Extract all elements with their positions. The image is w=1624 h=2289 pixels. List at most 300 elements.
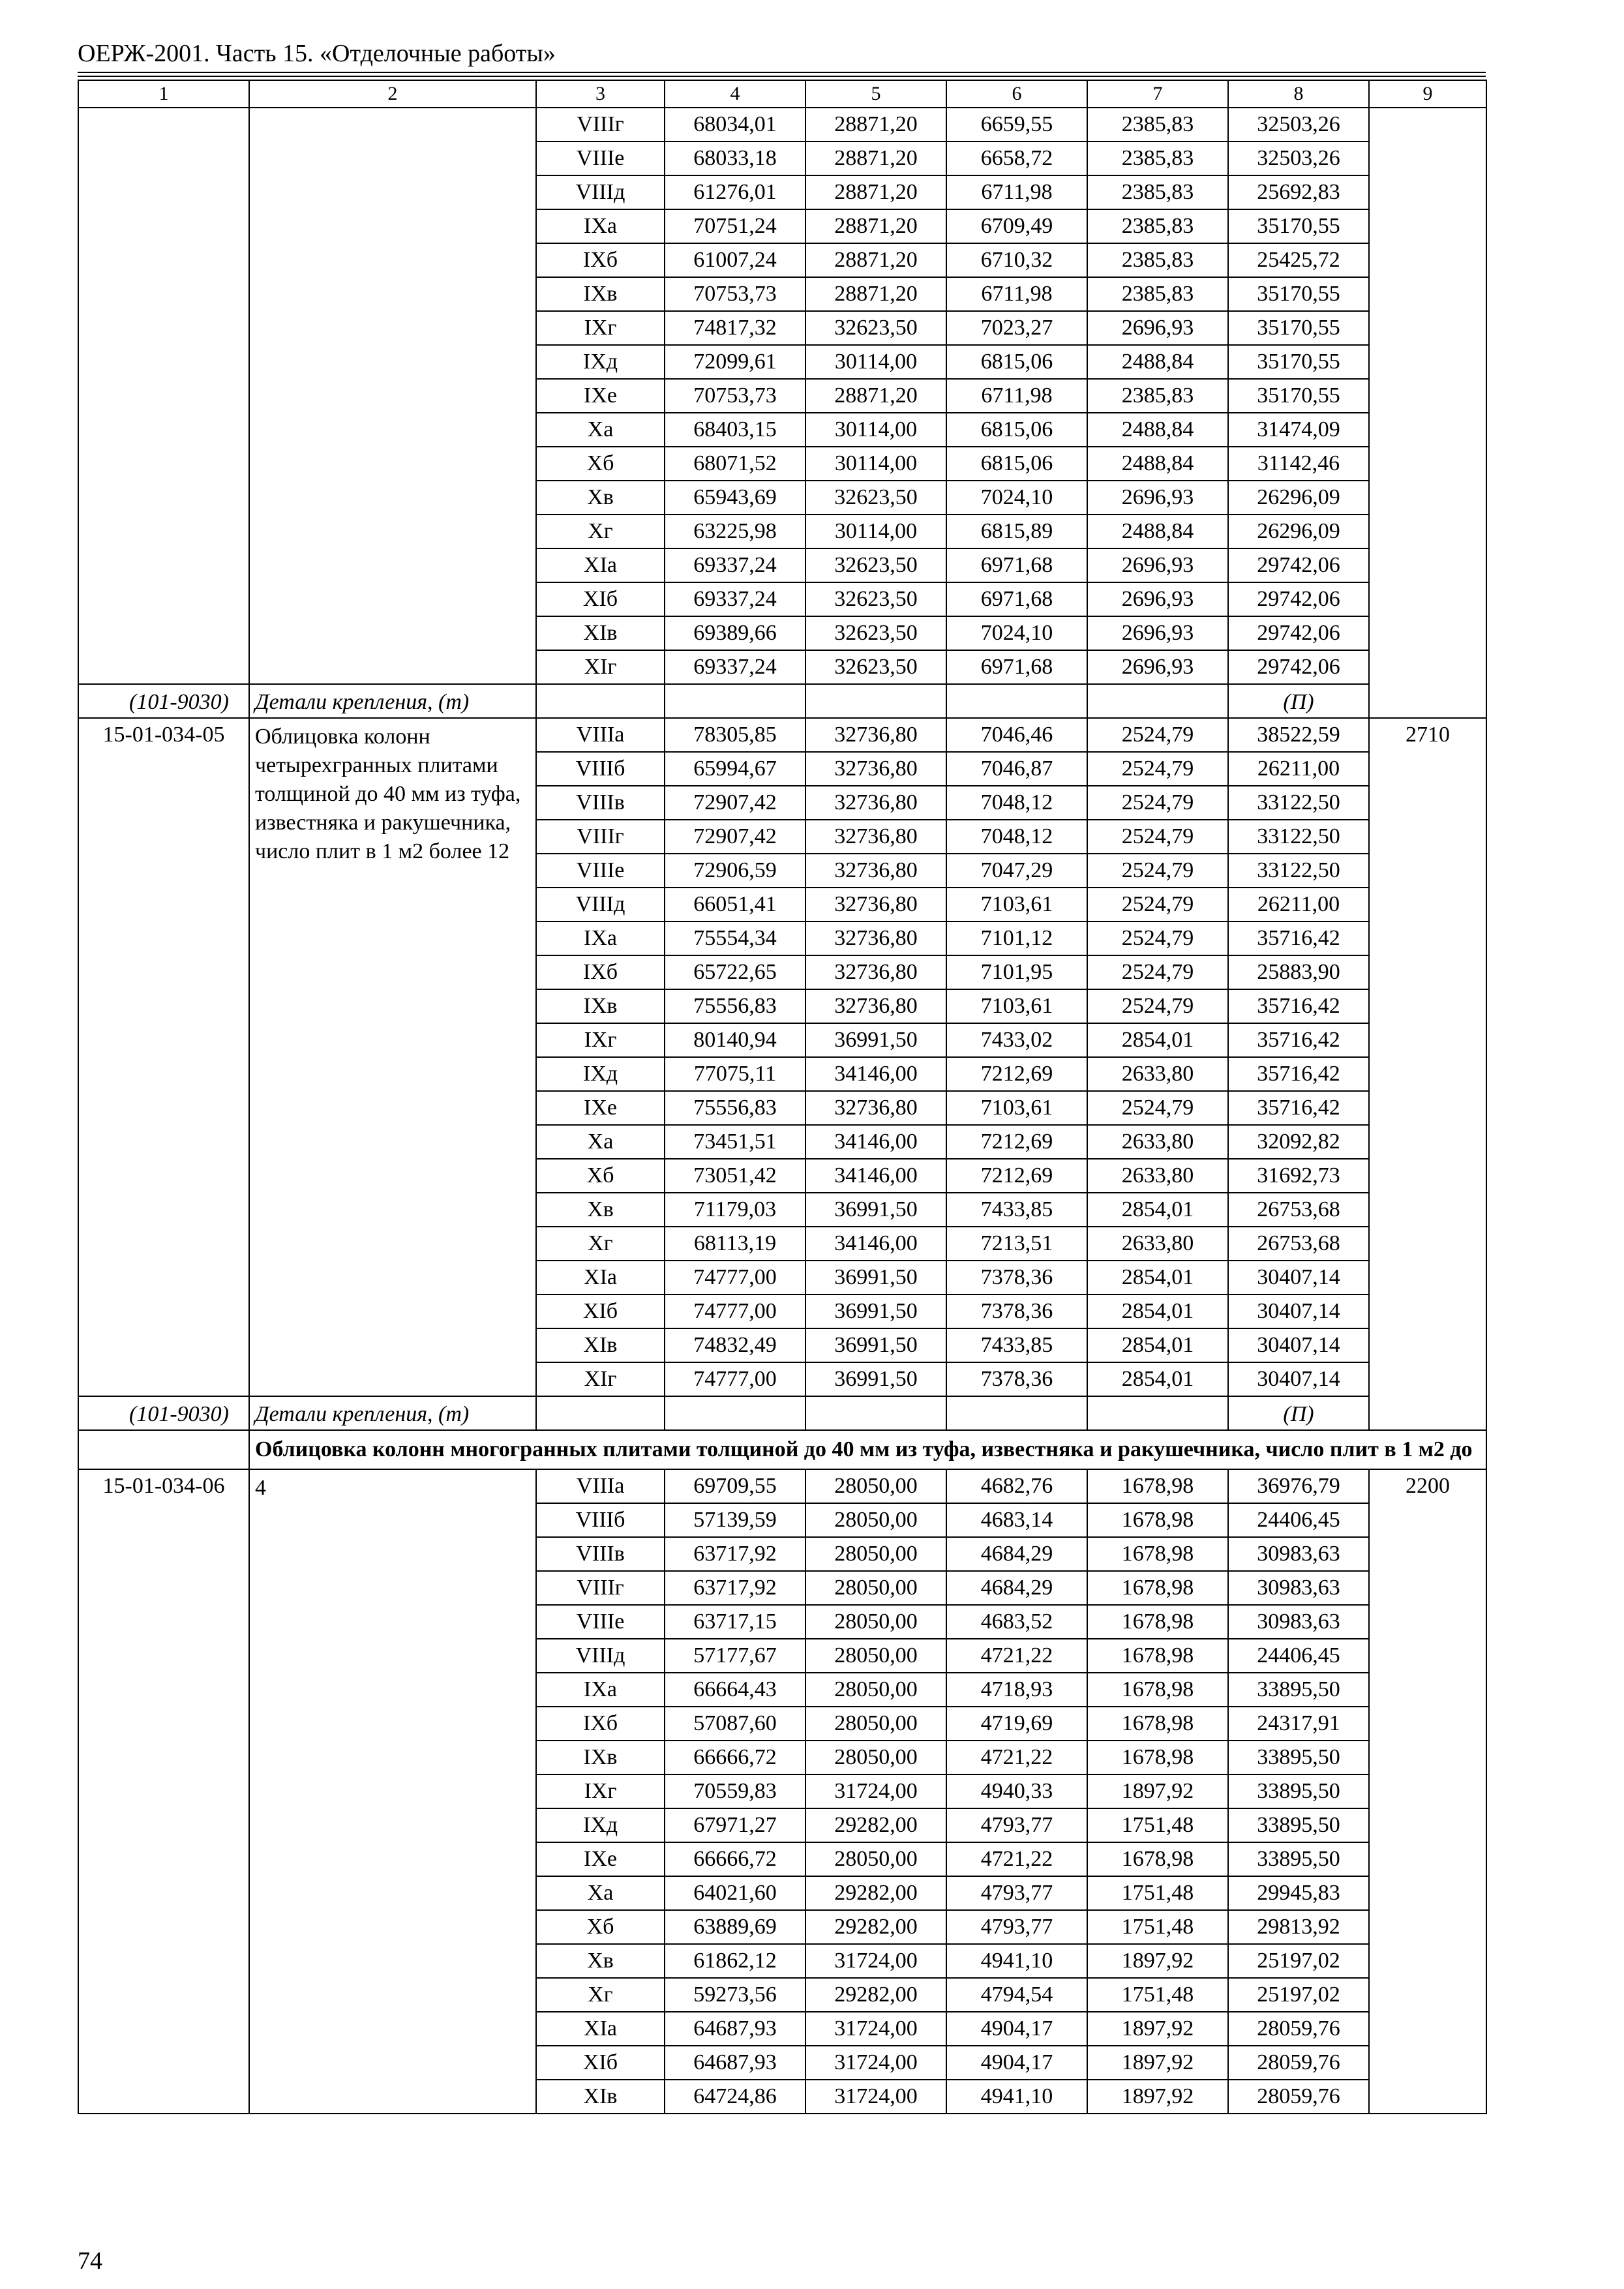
wage-cell: 31724,00 [805, 1944, 946, 1978]
material-cost-cell: 31692,73 [1228, 1159, 1369, 1193]
empty-cell [1087, 1396, 1228, 1430]
material-cost-cell: 35170,55 [1228, 345, 1369, 379]
total-cost-cell: 73051,42 [665, 1159, 805, 1193]
total-cost-cell: 74777,00 [665, 1261, 805, 1294]
total-cost-cell: 65943,69 [665, 481, 805, 515]
material-cost-cell: 35716,42 [1228, 1057, 1369, 1091]
column-number: 4 [665, 80, 805, 108]
material-cost-cell: 32503,26 [1228, 108, 1369, 142]
material-cost-cell: 33122,50 [1228, 820, 1369, 854]
zone-cell: Xa [536, 1876, 665, 1910]
zone-cell: IXг [536, 1023, 665, 1057]
zone-cell: XIa [536, 548, 665, 582]
operator-wage-cell: 1897,92 [1087, 1774, 1228, 1808]
operator-wage-cell: 2633,80 [1087, 1159, 1228, 1193]
total-cost-cell: 66664,43 [665, 1673, 805, 1707]
zone-cell: Xб [536, 1159, 665, 1193]
material-cost-cell: 36976,79 [1228, 1469, 1369, 1503]
wage-cell: 32623,50 [805, 311, 946, 345]
wage-cell: 28871,20 [805, 142, 946, 175]
machine-cost-cell: 7433,85 [946, 1328, 1087, 1362]
total-cost-cell: 69337,24 [665, 582, 805, 616]
machine-cost-cell: 6815,06 [946, 413, 1087, 447]
machine-cost-cell: 7378,36 [946, 1362, 1087, 1396]
wage-cell: 28050,00 [805, 1741, 946, 1774]
total-cost-cell: 72907,42 [665, 786, 805, 820]
operator-wage-cell: 1751,48 [1087, 1978, 1228, 2012]
total-cost-cell: 68033,18 [665, 142, 805, 175]
wage-cell: 32623,50 [805, 548, 946, 582]
total-cost-cell: 69337,24 [665, 548, 805, 582]
zone-cell: Xг [536, 1227, 665, 1261]
empty-cell [78, 1430, 249, 1469]
operator-wage-cell: 2696,93 [1087, 311, 1228, 345]
column-number: 6 [946, 80, 1087, 108]
resource-code: (101-9030) [78, 684, 249, 718]
wage-cell: 32736,80 [805, 752, 946, 786]
zone-cell: IXд [536, 1808, 665, 1842]
machine-cost-cell: 7212,69 [946, 1057, 1087, 1091]
machine-cost-cell: 6971,68 [946, 650, 1087, 684]
operator-wage-cell: 2696,93 [1087, 582, 1228, 616]
wage-cell: 31724,00 [805, 2012, 946, 2046]
zone-cell: IXв [536, 1741, 665, 1774]
material-cost-cell: 25425,72 [1228, 243, 1369, 277]
zone-cell: XIв [536, 616, 665, 650]
machine-cost-cell: 4718,93 [946, 1673, 1087, 1707]
wage-cell: 34146,00 [805, 1227, 946, 1261]
machine-cost-cell: 7212,69 [946, 1125, 1087, 1159]
operator-wage-cell: 2633,80 [1087, 1227, 1228, 1261]
total-cost-cell: 68403,15 [665, 413, 805, 447]
zone-cell: IXг [536, 1774, 665, 1808]
zone-cell: VIIIе [536, 142, 665, 175]
material-cost-cell: 29742,06 [1228, 548, 1369, 582]
machine-cost-cell: 6709,49 [946, 209, 1087, 243]
machine-cost-cell: 7103,61 [946, 1091, 1087, 1125]
operator-wage-cell: 2854,01 [1087, 1294, 1228, 1328]
material-cost-cell: 29813,92 [1228, 1910, 1369, 1944]
zone-cell: IXе [536, 1091, 665, 1125]
material-cost-cell: 30983,63 [1228, 1605, 1369, 1639]
machine-cost-cell: 7024,10 [946, 481, 1087, 515]
total-cost-cell: 69709,55 [665, 1469, 805, 1503]
page-header: ОЕРЖ-2001. Часть 15. «Отделочные работы» [78, 40, 556, 67]
machine-cost-cell: 4682,76 [946, 1469, 1087, 1503]
machine-cost-cell: 4683,52 [946, 1605, 1087, 1639]
work-description: Облицовка колонн четырехгранных плитами толщиной до 40 мм из туфа, известняка и ракушечника, число плит в 1 м2 более 12 [249, 718, 536, 1396]
machine-cost-cell: 7101,12 [946, 921, 1087, 955]
wage-cell: 28050,00 [805, 1673, 946, 1707]
zone-cell: XIг [536, 1362, 665, 1396]
zone-cell: Xб [536, 447, 665, 481]
wage-cell: 36991,50 [805, 1328, 946, 1362]
operator-wage-cell: 1897,92 [1087, 2046, 1228, 2080]
zone-cell: VIIIб [536, 1503, 665, 1537]
operator-wage-cell: 2524,79 [1087, 1091, 1228, 1125]
wage-cell: 31724,00 [805, 1774, 946, 1808]
material-cost-cell: 35716,42 [1228, 1023, 1369, 1057]
work-description: 4 [249, 1469, 536, 2114]
fasteners-row [78, 684, 1486, 718]
empty-cell [536, 684, 665, 718]
zone-cell: IXе [536, 1842, 665, 1876]
material-cost-cell: 35170,55 [1228, 311, 1369, 345]
total-cost-cell: 70751,24 [665, 209, 805, 243]
material-cost-cell: 29742,06 [1228, 616, 1369, 650]
zone-cell: Xв [536, 1193, 665, 1227]
wage-cell: 36991,50 [805, 1193, 946, 1227]
wage-cell: 32736,80 [805, 888, 946, 921]
labor-cost-cell: 2710 [1369, 718, 1486, 1430]
total-cost-cell: 63889,69 [665, 1910, 805, 1944]
machine-cost-cell: 7103,61 [946, 989, 1087, 1023]
zone-cell: Xб [536, 1910, 665, 1944]
zone-cell: VIIIг [536, 108, 665, 142]
total-cost-cell: 71179,03 [665, 1193, 805, 1227]
machine-cost-cell: 4721,22 [946, 1842, 1087, 1876]
zone-cell: Xг [536, 515, 665, 548]
column-number: 3 [536, 80, 665, 108]
column-number-row [78, 80, 1486, 108]
zone-cell: Xг [536, 1978, 665, 2012]
zone-cell: XIг [536, 650, 665, 684]
zone-cell: VIIIе [536, 854, 665, 888]
wage-cell: 32736,80 [805, 820, 946, 854]
header-rule-2 [78, 76, 1486, 77]
machine-cost-cell: 7378,36 [946, 1261, 1087, 1294]
zone-cell: IXд [536, 1057, 665, 1091]
machine-cost-cell: 4941,10 [946, 1944, 1087, 1978]
wage-cell: 28050,00 [805, 1639, 946, 1673]
machine-cost-cell: 6659,55 [946, 108, 1087, 142]
wage-cell: 28050,00 [805, 1571, 946, 1605]
wage-cell: 32736,80 [805, 854, 946, 888]
total-cost-cell: 70559,83 [665, 1774, 805, 1808]
machine-cost-cell: 4793,77 [946, 1808, 1087, 1842]
machine-cost-cell: 7046,87 [946, 752, 1087, 786]
operator-wage-cell: 2633,80 [1087, 1057, 1228, 1091]
material-cost-cell: 33895,50 [1228, 1774, 1369, 1808]
operator-wage-cell: 2854,01 [1087, 1193, 1228, 1227]
machine-cost-cell: 7047,29 [946, 854, 1087, 888]
machine-cost-cell: 4794,54 [946, 1978, 1087, 2012]
machine-cost-cell: 7433,02 [946, 1023, 1087, 1057]
zone-cell: VIIIд [536, 1639, 665, 1673]
material-cost-cell: 35170,55 [1228, 209, 1369, 243]
wage-cell: 28871,20 [805, 277, 946, 311]
operator-wage-cell: 1678,98 [1087, 1503, 1228, 1537]
section-title-row [78, 1430, 1486, 1469]
wage-cell: 29282,00 [805, 1978, 946, 2012]
machine-cost-cell: 4793,77 [946, 1876, 1087, 1910]
zone-cell: Xa [536, 413, 665, 447]
operator-wage-cell: 2696,93 [1087, 616, 1228, 650]
page-number: 74 [78, 2247, 102, 2275]
machine-cost-cell: 7048,12 [946, 820, 1087, 854]
operator-wage-cell: 2854,01 [1087, 1328, 1228, 1362]
zone-cell: IXa [536, 921, 665, 955]
material-cost-cell: 26753,68 [1228, 1227, 1369, 1261]
wage-cell: 28871,20 [805, 175, 946, 209]
wage-cell: 32736,80 [805, 718, 946, 752]
wage-cell: 28050,00 [805, 1469, 946, 1503]
machine-cost-cell: 6815,89 [946, 515, 1087, 548]
zone-cell: IXб [536, 955, 665, 989]
operator-wage-cell: 2524,79 [1087, 752, 1228, 786]
wage-cell: 30114,00 [805, 447, 946, 481]
wage-cell: 28871,20 [805, 108, 946, 142]
rate-code: 15-01-034-05 [78, 718, 249, 1396]
total-cost-cell: 75554,34 [665, 921, 805, 955]
material-cost-cell: 26211,00 [1228, 888, 1369, 921]
wage-cell: 32736,80 [805, 921, 946, 955]
resource-flag: (П) [1228, 684, 1369, 718]
machine-cost-cell: 7024,10 [946, 616, 1087, 650]
wage-cell: 32736,80 [805, 955, 946, 989]
material-cost-cell: 30407,14 [1228, 1362, 1369, 1396]
total-cost-cell: 66051,41 [665, 888, 805, 921]
wage-cell: 36991,50 [805, 1362, 946, 1396]
operator-wage-cell: 2524,79 [1087, 989, 1228, 1023]
empty-cell [1087, 684, 1228, 718]
zone-cell: IXг [536, 311, 665, 345]
total-cost-cell: 68034,01 [665, 108, 805, 142]
empty-cell [946, 1396, 1087, 1430]
wage-cell: 36991,50 [805, 1294, 946, 1328]
machine-cost-cell: 7046,46 [946, 718, 1087, 752]
total-cost-cell: 75556,83 [665, 1091, 805, 1125]
material-cost-cell: 30407,14 [1228, 1261, 1369, 1294]
operator-wage-cell: 2385,83 [1087, 379, 1228, 413]
wage-cell: 34146,00 [805, 1057, 946, 1091]
operator-wage-cell: 1678,98 [1087, 1605, 1228, 1639]
material-cost-cell: 24317,91 [1228, 1707, 1369, 1741]
machine-cost-cell: 4940,33 [946, 1774, 1087, 1808]
total-cost-cell: 68071,52 [665, 447, 805, 481]
machine-cost-cell: 4904,17 [946, 2046, 1087, 2080]
zone-cell: Xa [536, 1125, 665, 1159]
machine-cost-cell: 4941,10 [946, 2080, 1087, 2114]
zone-cell: IXе [536, 379, 665, 413]
total-cost-cell: 61276,01 [665, 175, 805, 209]
total-cost-cell: 74777,00 [665, 1362, 805, 1396]
empty-cell [665, 1396, 805, 1430]
total-cost-cell: 61007,24 [665, 243, 805, 277]
material-cost-cell: 26753,68 [1228, 1193, 1369, 1227]
machine-cost-cell: 4683,14 [946, 1503, 1087, 1537]
machine-cost-cell: 4721,22 [946, 1741, 1087, 1774]
total-cost-cell: 57087,60 [665, 1707, 805, 1741]
labor-cost-cell: 2200 [1369, 1469, 1486, 2114]
total-cost-cell: 64687,93 [665, 2012, 805, 2046]
total-cost-cell: 61862,12 [665, 1944, 805, 1978]
material-cost-cell: 28059,76 [1228, 2080, 1369, 2114]
material-cost-cell: 33895,50 [1228, 1842, 1369, 1876]
rate-code: 15-01-034-06 [78, 1469, 249, 2114]
header-rule [78, 72, 1486, 73]
empty-cell [665, 684, 805, 718]
operator-wage-cell: 1678,98 [1087, 1741, 1228, 1774]
zone-cell: IXa [536, 209, 665, 243]
total-cost-cell: 69389,66 [665, 616, 805, 650]
operator-wage-cell: 2696,93 [1087, 481, 1228, 515]
total-cost-cell: 57177,67 [665, 1639, 805, 1673]
material-cost-cell: 25883,90 [1228, 955, 1369, 989]
wage-cell: 36991,50 [805, 1261, 946, 1294]
section-title: Облицовка колонн многогранных плитами толщиной до 40 мм из туфа, известняка и ракушечника, число плит в 1 м2 до [249, 1430, 1486, 1469]
operator-wage-cell: 1751,48 [1087, 1876, 1228, 1910]
material-cost-cell: 26296,09 [1228, 515, 1369, 548]
total-cost-cell: 74832,49 [665, 1328, 805, 1362]
wage-cell: 30114,00 [805, 413, 946, 447]
column-number: 8 [1228, 80, 1369, 108]
machine-cost-cell: 4721,22 [946, 1639, 1087, 1673]
zone-cell: IXв [536, 989, 665, 1023]
total-cost-cell: 69337,24 [665, 650, 805, 684]
operator-wage-cell: 2633,80 [1087, 1125, 1228, 1159]
operator-wage-cell: 2524,79 [1087, 888, 1228, 921]
total-cost-cell: 68113,19 [665, 1227, 805, 1261]
material-cost-cell: 33122,50 [1228, 854, 1369, 888]
wage-cell: 28050,00 [805, 1537, 946, 1571]
material-cost-cell: 26211,00 [1228, 752, 1369, 786]
operator-wage-cell: 2524,79 [1087, 786, 1228, 820]
total-cost-cell: 70753,73 [665, 379, 805, 413]
material-cost-cell: 32092,82 [1228, 1125, 1369, 1159]
resource-description: Детали крепления, (т) [249, 1396, 536, 1430]
wage-cell: 28050,00 [805, 1707, 946, 1741]
material-cost-cell: 31142,46 [1228, 447, 1369, 481]
wage-cell: 29282,00 [805, 1910, 946, 1944]
total-cost-cell: 64724,86 [665, 2080, 805, 2114]
material-cost-cell: 25692,83 [1228, 175, 1369, 209]
operator-wage-cell: 1678,98 [1087, 1639, 1228, 1673]
operator-wage-cell: 2854,01 [1087, 1261, 1228, 1294]
column-number: 7 [1087, 80, 1228, 108]
machine-cost-cell: 7212,69 [946, 1159, 1087, 1193]
wage-cell: 29282,00 [805, 1876, 946, 1910]
total-cost-cell: 66666,72 [665, 1741, 805, 1774]
operator-wage-cell: 2696,93 [1087, 650, 1228, 684]
material-cost-cell: 33895,50 [1228, 1808, 1369, 1842]
total-cost-cell: 75556,83 [665, 989, 805, 1023]
column-number: 1 [78, 80, 249, 108]
material-cost-cell: 25197,02 [1228, 1978, 1369, 2012]
machine-cost-cell: 7103,61 [946, 888, 1087, 921]
material-cost-cell: 30983,63 [1228, 1537, 1369, 1571]
column-number: 9 [1369, 80, 1486, 108]
material-cost-cell: 38522,59 [1228, 718, 1369, 752]
machine-cost-cell: 6815,06 [946, 447, 1087, 481]
total-cost-cell: 63225,98 [665, 515, 805, 548]
empty-cell [805, 684, 946, 718]
material-cost-cell: 24406,45 [1228, 1503, 1369, 1537]
total-cost-cell: 65722,65 [665, 955, 805, 989]
wage-cell: 30114,00 [805, 515, 946, 548]
material-cost-cell: 30407,14 [1228, 1328, 1369, 1362]
machine-cost-cell: 6815,06 [946, 345, 1087, 379]
operator-wage-cell: 1897,92 [1087, 1944, 1228, 1978]
total-cost-cell: 59273,56 [665, 1978, 805, 2012]
rates-table [78, 80, 1487, 2114]
wage-cell: 32736,80 [805, 989, 946, 1023]
operator-wage-cell: 1678,98 [1087, 1842, 1228, 1876]
wage-cell: 28871,20 [805, 243, 946, 277]
material-cost-cell: 29742,06 [1228, 582, 1369, 616]
material-cost-cell: 30407,14 [1228, 1294, 1369, 1328]
total-cost-cell: 78305,85 [665, 718, 805, 752]
zone-cell: VIIIб [536, 752, 665, 786]
table-row [78, 108, 1486, 142]
total-cost-cell: 67971,27 [665, 1808, 805, 1842]
material-cost-cell: 29742,06 [1228, 650, 1369, 684]
total-cost-cell: 72099,61 [665, 345, 805, 379]
operator-wage-cell: 2524,79 [1087, 955, 1228, 989]
zone-cell: XIб [536, 2046, 665, 2080]
zone-cell: VIIIд [536, 175, 665, 209]
machine-cost-cell: 7213,51 [946, 1227, 1087, 1261]
fasteners-row [78, 1396, 1486, 1430]
material-cost-cell: 32503,26 [1228, 142, 1369, 175]
operator-wage-cell: 2385,83 [1087, 108, 1228, 142]
zone-cell: IXв [536, 277, 665, 311]
operator-wage-cell: 2488,84 [1087, 413, 1228, 447]
zone-cell: XIa [536, 2012, 665, 2046]
wage-cell: 31724,00 [805, 2080, 946, 2114]
material-cost-cell: 31474,09 [1228, 413, 1369, 447]
total-cost-cell: 70753,73 [665, 277, 805, 311]
rate-code [78, 108, 249, 684]
wage-cell: 28050,00 [805, 1605, 946, 1639]
total-cost-cell: 57139,59 [665, 1503, 805, 1537]
wage-cell: 28050,00 [805, 1503, 946, 1537]
zone-cell: IXд [536, 345, 665, 379]
machine-cost-cell: 7101,95 [946, 955, 1087, 989]
operator-wage-cell: 2854,01 [1087, 1023, 1228, 1057]
material-cost-cell: 33895,50 [1228, 1673, 1369, 1707]
operator-wage-cell: 2488,84 [1087, 447, 1228, 481]
wage-cell: 36991,50 [805, 1023, 946, 1057]
zone-cell: Xв [536, 481, 665, 515]
zone-cell: VIIIa [536, 718, 665, 752]
wage-cell: 32736,80 [805, 1091, 946, 1125]
work-description [249, 108, 536, 684]
operator-wage-cell: 2696,93 [1087, 548, 1228, 582]
operator-wage-cell: 1751,48 [1087, 1808, 1228, 1842]
machine-cost-cell: 6971,68 [946, 548, 1087, 582]
wage-cell: 34146,00 [805, 1159, 946, 1193]
total-cost-cell: 64021,60 [665, 1876, 805, 1910]
machine-cost-cell: 6971,68 [946, 582, 1087, 616]
total-cost-cell: 74777,00 [665, 1294, 805, 1328]
total-cost-cell: 66666,72 [665, 1842, 805, 1876]
zone-cell: VIIIе [536, 1605, 665, 1639]
machine-cost-cell: 4684,29 [946, 1537, 1087, 1571]
operator-wage-cell: 1751,48 [1087, 1910, 1228, 1944]
machine-cost-cell: 4684,29 [946, 1571, 1087, 1605]
wage-cell: 29282,00 [805, 1808, 946, 1842]
operator-wage-cell: 1678,98 [1087, 1707, 1228, 1741]
zone-cell: VIIIв [536, 786, 665, 820]
material-cost-cell: 28059,76 [1228, 2046, 1369, 2080]
column-number: 5 [805, 80, 946, 108]
wage-cell: 31724,00 [805, 2046, 946, 2080]
resource-code: (101-9030) [78, 1396, 249, 1430]
operator-wage-cell: 1678,98 [1087, 1469, 1228, 1503]
total-cost-cell: 64687,93 [665, 2046, 805, 2080]
zone-cell: VIIIг [536, 820, 665, 854]
